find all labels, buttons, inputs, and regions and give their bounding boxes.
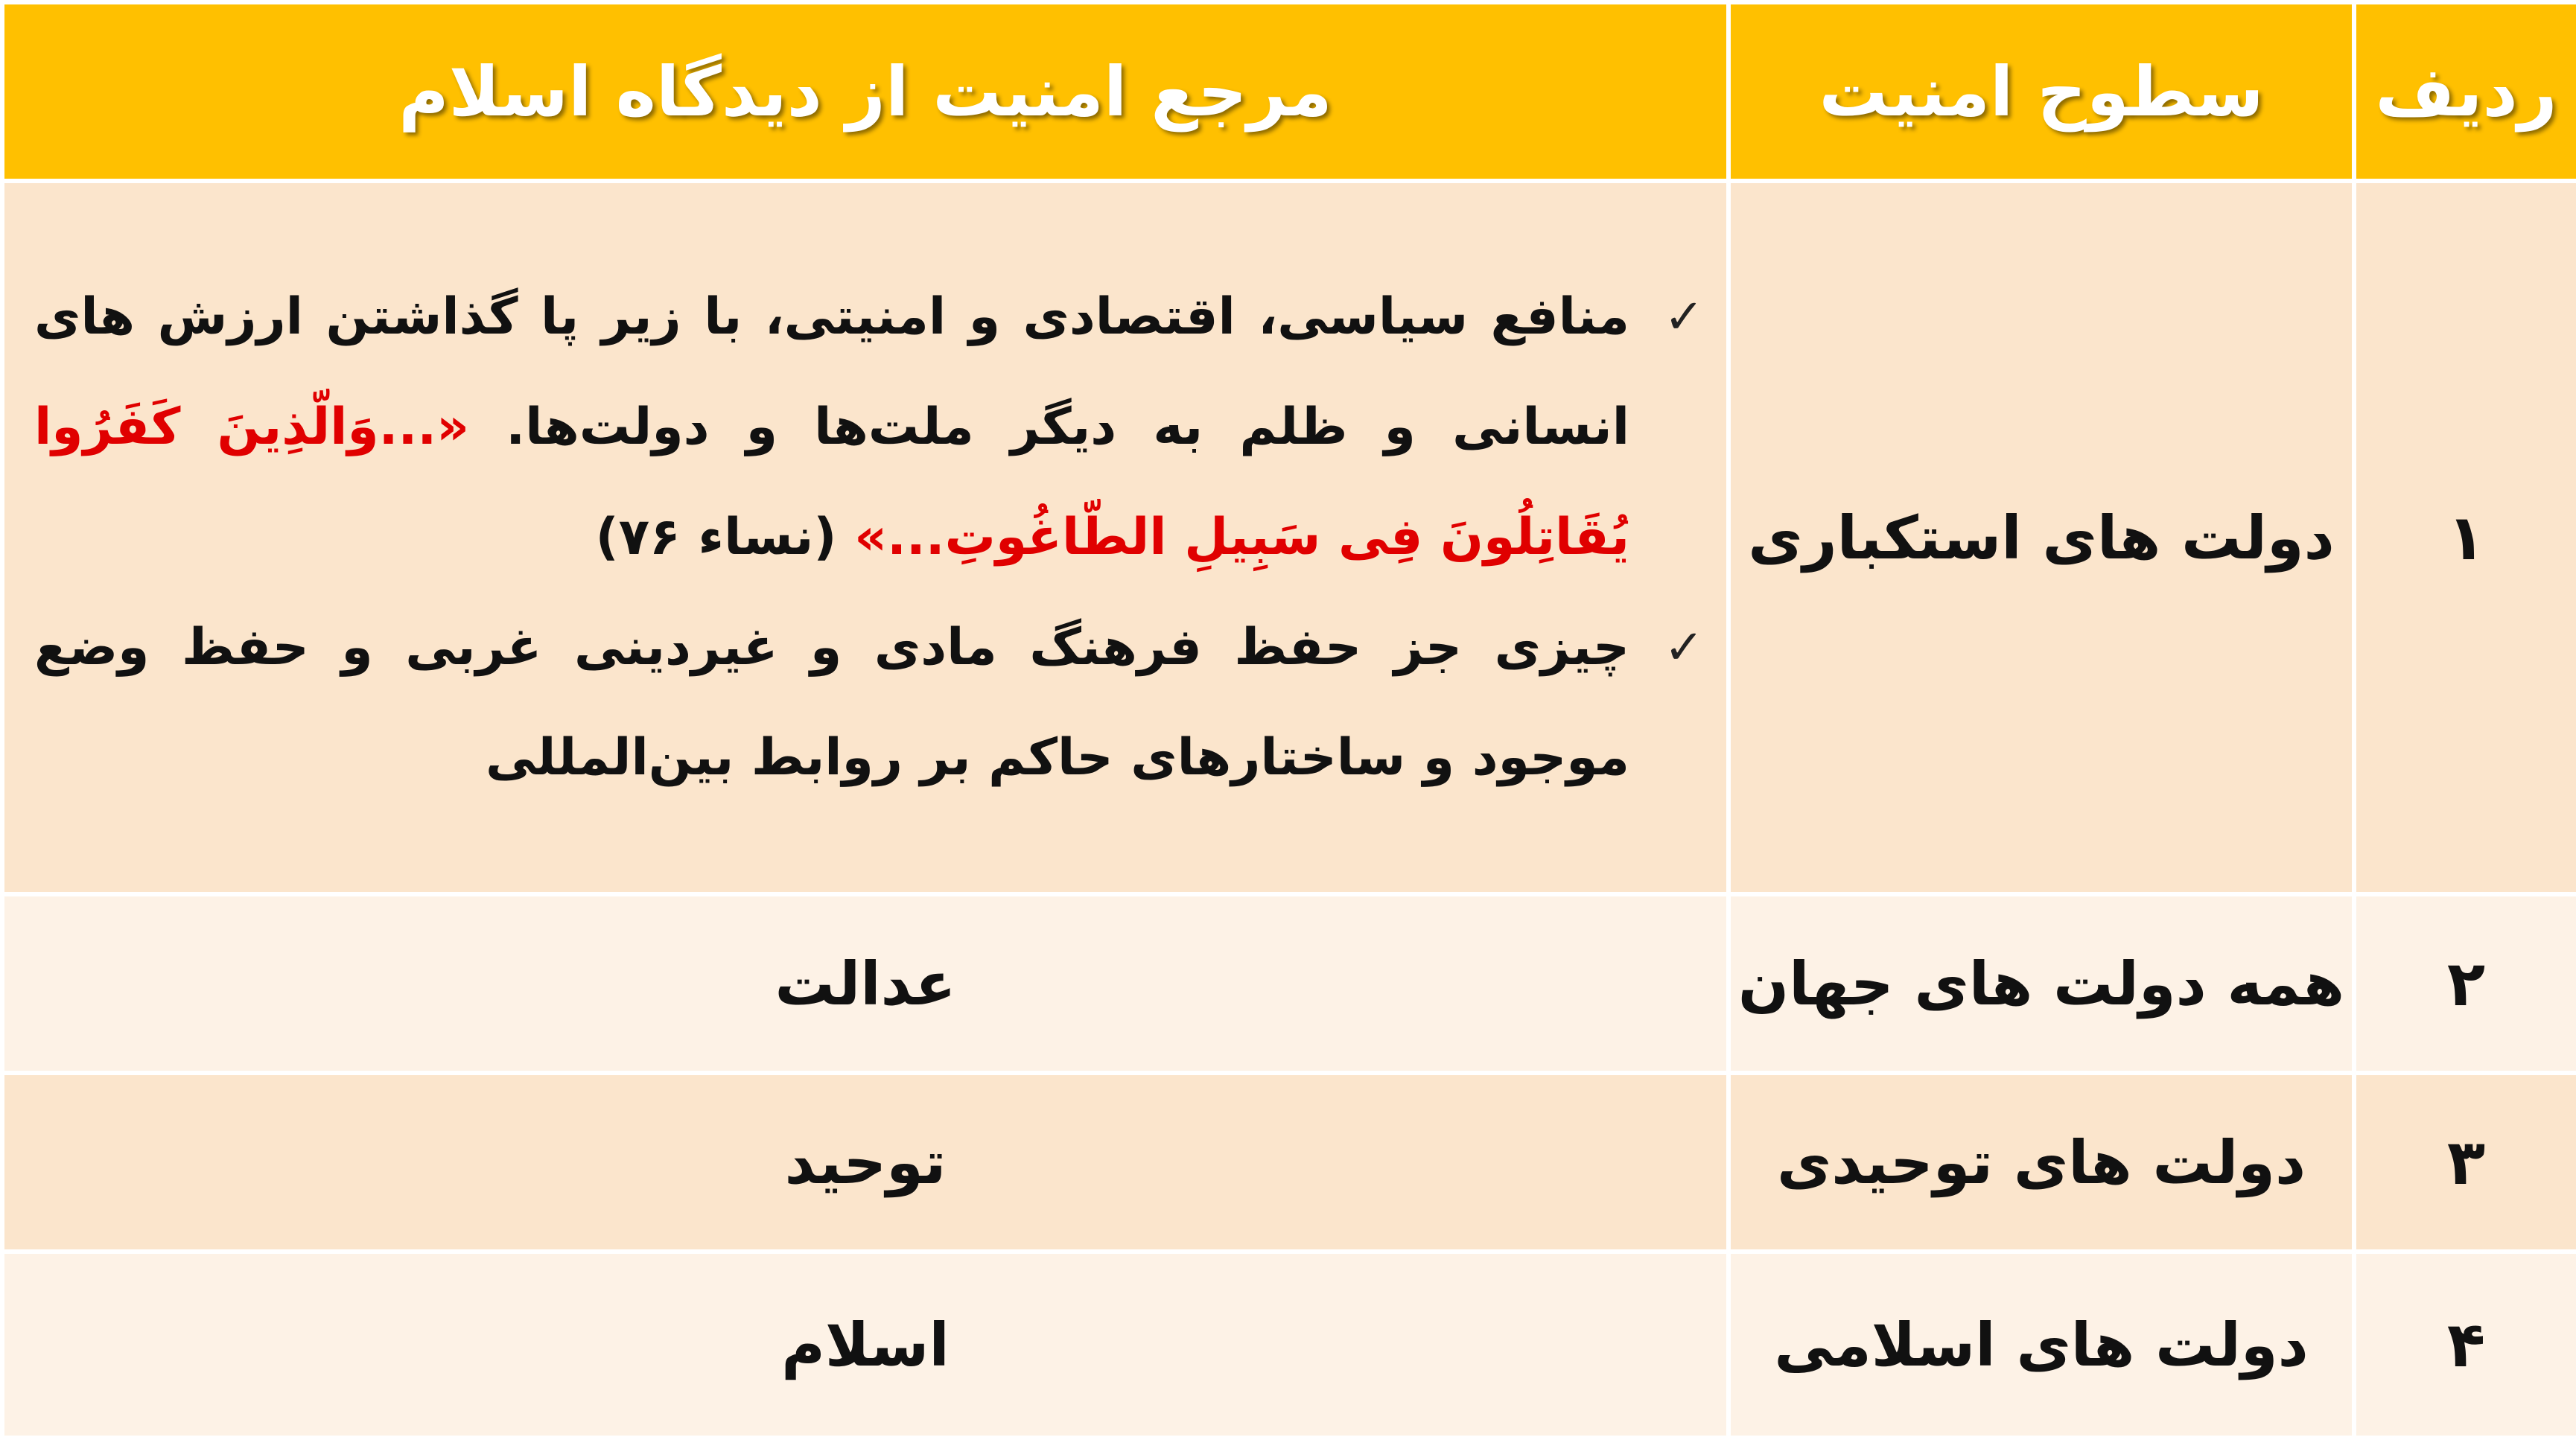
level-cell: دولت های اسلامی bbox=[1729, 1252, 2354, 1438]
reference-cell bbox=[2, 181, 1729, 894]
table-header-row bbox=[2, 2, 2576, 181]
bullet-text: چیزی جز حفظ فرهنگ مادی و غیردینی غربی و حفظ وضع موجود و ساختارهای حاکم بر روابط بین‌المللی bbox=[34, 618, 1629, 787]
row-number: ۳ bbox=[2354, 1073, 2576, 1252]
header-reference: مرجع امنیت از دیدگاه اسلام bbox=[2, 2, 1729, 181]
row-number: ۲ bbox=[2354, 894, 2576, 1073]
quran-quote: «...وَالّذِینَ کَفَرُوا یُقَاتِلُونَ فِی سَبِیلِ الطّاغُوتِ...» bbox=[34, 398, 1629, 567]
level-cell: همه دولت های جهان bbox=[1729, 894, 2354, 1073]
row-number: ۱ bbox=[2354, 181, 2576, 894]
bullet-list bbox=[4, 262, 1726, 813]
quote-reference: (نساء ۷۶) bbox=[595, 508, 855, 567]
reference-cell: اسلام bbox=[2, 1252, 1729, 1438]
check-icon: ✓ bbox=[1664, 290, 1704, 345]
check-icon: ✓ bbox=[1664, 620, 1704, 675]
table-row bbox=[2, 1073, 2576, 1252]
header-levels: سطوح امنیت bbox=[1729, 2, 2354, 181]
bullet-text: منافع سیاسی، اقتصادی و امنیتی، با زیر پا گذاشتن ارزش های انسانی و ظلم به دیگر ملت‌ها و دولت‌ها. bbox=[34, 287, 1630, 456]
bullet-item bbox=[34, 262, 1704, 593]
row-number: ۴ bbox=[2354, 1252, 2576, 1438]
table-row bbox=[2, 1252, 2576, 1438]
table-row bbox=[2, 894, 2576, 1073]
level-cell: دولت های استکباری bbox=[1729, 181, 2354, 894]
level-cell: دولت های توحیدی bbox=[1729, 1073, 2354, 1252]
reference-cell: عدالت bbox=[2, 894, 1729, 1073]
header-row-number: ردیف bbox=[2354, 2, 2576, 181]
reference-cell: توحید bbox=[2, 1073, 1729, 1252]
table-row bbox=[2, 181, 2576, 894]
bullet-item bbox=[34, 593, 1704, 813]
